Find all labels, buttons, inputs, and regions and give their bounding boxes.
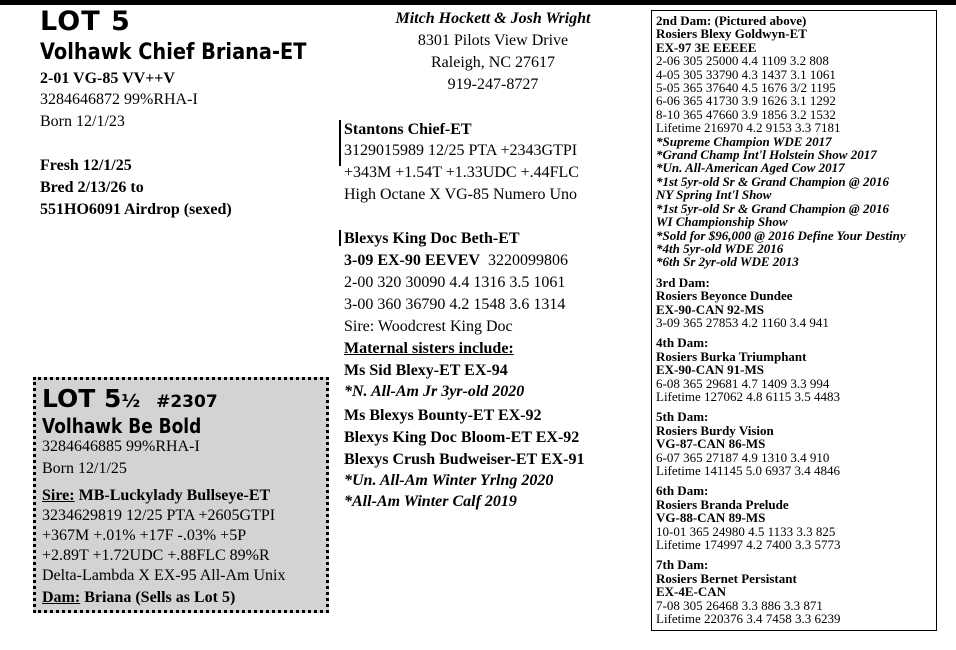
fresh-date: Fresh 12/1/25 (40, 157, 132, 174)
dam-bracket-line (339, 230, 341, 246)
lot-half-number: #2307 (156, 392, 218, 412)
lot-half-title (42, 384, 218, 413)
honor-line: *4th 5yr-old WDE 2016 (656, 240, 784, 256)
sister-honor: *N. All-Am Jr 3yr-old 2020 (344, 383, 525, 400)
bred-date: Bred 2/13/26 to (40, 179, 144, 196)
sire-bracket-line (339, 120, 341, 166)
record-line: 10-01 365 24980 4.5 1133 3.3 825 (656, 523, 836, 539)
lot-half-title-fraction: ½ (121, 391, 141, 412)
record-line: 6-06 365 41730 3.9 1626 3.1 1292 (656, 93, 836, 109)
sire-line1: 3129015989 12/25 PTA +2343GTPI (344, 142, 578, 159)
lot-half-title-main: LOT 5 (42, 384, 122, 413)
lot-half-dam-label: Dam: (42, 589, 81, 606)
sister-item: Ms Sid Blexy-ET EX-94 (344, 362, 508, 379)
honor-line: *Sold for $96,000 @ 2016 Define Your Destiny (656, 227, 906, 243)
lot-half-sire-line1: 3234629819 12/25 PTA +2605GTPI (42, 507, 276, 524)
record-line: Lifetime 127062 4.8 6115 3.5 4483 (656, 388, 841, 404)
consignor-city: Raleigh, NC 27617 (431, 54, 555, 71)
third-dam-heading: 3rd Dam: (656, 274, 710, 290)
fifth-dam-heading: 5th Dam: (656, 409, 709, 425)
honor-line: WI Championship Show (656, 214, 788, 230)
lot-half-dam-text: Briana (Sells as Lot 5) (80, 589, 236, 606)
record-line: 6-08 365 29681 4.7 1409 3.3 994 (656, 375, 830, 391)
sister-item: Blexys King Doc Bloom-ET EX-92 (344, 429, 580, 446)
fourth-dam-class: EX-90-CAN 91-MS (656, 362, 764, 378)
second-dam-class: EX-97 3E EEEEE (656, 39, 757, 55)
fifth-dam-name: Rosiers Burdy Vision (656, 422, 774, 438)
lot-half-sire-name: MB-Luckylady Bullseye-ET (74, 487, 271, 504)
cow-classification: 2-01 VG-85 VV++V (40, 70, 175, 87)
lot-half-box (33, 377, 329, 613)
record-line: 2-06 305 25000 4.4 1109 3.2 808 (656, 53, 829, 69)
honor-line: *1st 5yr-old Sr & Grand Champion @ 2016 (656, 200, 889, 216)
lot-half-birthdate: Born 12/1/25 (42, 460, 127, 477)
dam-classification (344, 250, 568, 271)
dam-record1: 2-00 320 30090 4.4 1316 3.5 1061 (344, 274, 566, 291)
seventh-dam-class: EX-4E-CAN (656, 584, 727, 600)
dam-record2: 3-00 360 36790 4.2 1548 3.6 1314 (344, 296, 566, 313)
seventh-dam-heading: 7th Dam: (656, 557, 709, 573)
lot-half-dam (42, 587, 235, 608)
lot-half-name: Volhawk Be Bold (42, 414, 202, 438)
lot-half-sire-line3: +2.89T +1.72UDC +.88FLC 89%R (42, 547, 270, 564)
sire-name: Stantons Chief-ET (344, 121, 472, 138)
record-line: Lifetime 174997 4.2 7400 3.3 5773 (656, 537, 841, 553)
lot-title: LOT 5 (40, 6, 131, 37)
sixth-dam-class: VG-88-CAN 89-MS (656, 510, 766, 526)
cow-birthdate: Born 12/1/23 (40, 113, 125, 130)
honor-line: *Grand Champ Int'l Holstein Show 2017 (656, 147, 877, 163)
sire-line3: High Octane X VG-85 Numero Uno (344, 186, 577, 203)
cow-name: Volhawk Chief Briana-ET (40, 40, 307, 65)
record-line: Lifetime 141145 5.0 6937 3.4 4846 (656, 463, 841, 478)
honor-line: NY Spring Int'l Show (656, 187, 772, 203)
fourth-dam-name: Rosiers Burka Triumphant (656, 348, 807, 364)
third-dam-name: Rosiers Beyonce Dundee (656, 288, 793, 304)
sisters-heading: Maternal sisters include: (344, 340, 514, 357)
honor-line: *6th Sr 2yr-old WDE 2013 (656, 254, 799, 270)
second-dam-name: Rosiers Blexy Goldwyn-ET (656, 26, 807, 42)
record-line: Lifetime 220376 3.4 7458 3.3 6239 (656, 611, 841, 627)
fifth-dam-class: VG-87-CAN 86-MS (656, 436, 766, 452)
dam-class-prefix: 3-09 EX-90 EEVEV (344, 252, 481, 269)
lot-half-sire-line2: +367M +.01% +17F -.03% +5P (42, 527, 247, 544)
sire-line2: +343M +1.54T +1.33UDC +.44FLC (344, 164, 579, 181)
record-line: 4-05 305 33790 4.3 1437 3.1 1061 (656, 66, 836, 82)
record-line: 5-05 365 37640 4.5 1676 3/2 1195 (656, 80, 836, 96)
sister-item: Ms Blexys Bounty-ET EX-92 (344, 407, 542, 424)
top-rule (0, 0, 956, 5)
fourth-dam-heading: 4th Dam: (656, 335, 709, 351)
bred-to-sire: 551HO6091 Airdrop (sexed) (40, 201, 232, 218)
sister-item: Blexys Crush Budweiser-ET EX-91 (344, 451, 585, 468)
dam-name: Blexys King Doc Beth-ET (344, 230, 520, 247)
consignor-address: 8301 Pilots View Drive (417, 32, 569, 49)
consignor-names: Mitch Hockett & Josh Wright (395, 10, 591, 27)
pedigree-box (651, 10, 937, 631)
honor-line: *Supreme Champion WDE 2017 (656, 133, 832, 149)
honor-line: *1st 5yr-old Sr & Grand Champion @ 2016 (656, 173, 889, 189)
sister-honor: *All-Am Winter Calf 2019 (344, 493, 517, 510)
record-line: 7-08 305 26468 3.3 886 3.3 871 (656, 597, 823, 613)
seventh-dam-name: Rosiers Bernet Persistant (656, 570, 797, 586)
record-line: 3-09 365 27853 4.2 1160 3.4 941 (656, 314, 829, 330)
honor-line: *Un. All-American Aged Cow 2017 (656, 160, 845, 176)
lot-half-sire-label: Sire: (42, 487, 75, 504)
record-line: 6-07 365 27187 4.9 1310 3.4 910 (656, 449, 830, 465)
consignor-phone: 919-247-8727 (447, 76, 539, 93)
second-dam-block (656, 14, 906, 625)
sixth-dam-heading: 6th Dam: (656, 483, 709, 499)
sister-honor: *Un. All-Am Winter Yrlng 2020 (344, 472, 554, 489)
sixth-dam-name: Rosiers Branda Prelude (656, 496, 789, 512)
cow-registration: 3284646872 99%RHA-I (40, 91, 198, 108)
third-dam-class: EX-90-CAN 92-MS (656, 301, 764, 317)
record-line: Lifetime 216970 4.2 9153 3.3 7181 (656, 120, 841, 136)
second-dam-heading: 2nd Dam: (Pictured above) (656, 13, 807, 28)
dam-class-reg: 3220099806 (488, 252, 569, 269)
lot-half-sire (42, 485, 270, 506)
lot-half-sire-line4: Delta-Lambda X EX-95 All-Am Unix (42, 567, 286, 584)
record-line: 8-10 365 47660 3.9 1856 3.2 1532 (656, 106, 836, 122)
dam-sire: Sire: Woodcrest King Doc (344, 318, 513, 335)
lot-half-registration: 3284646885 99%RHA-I (42, 438, 200, 455)
